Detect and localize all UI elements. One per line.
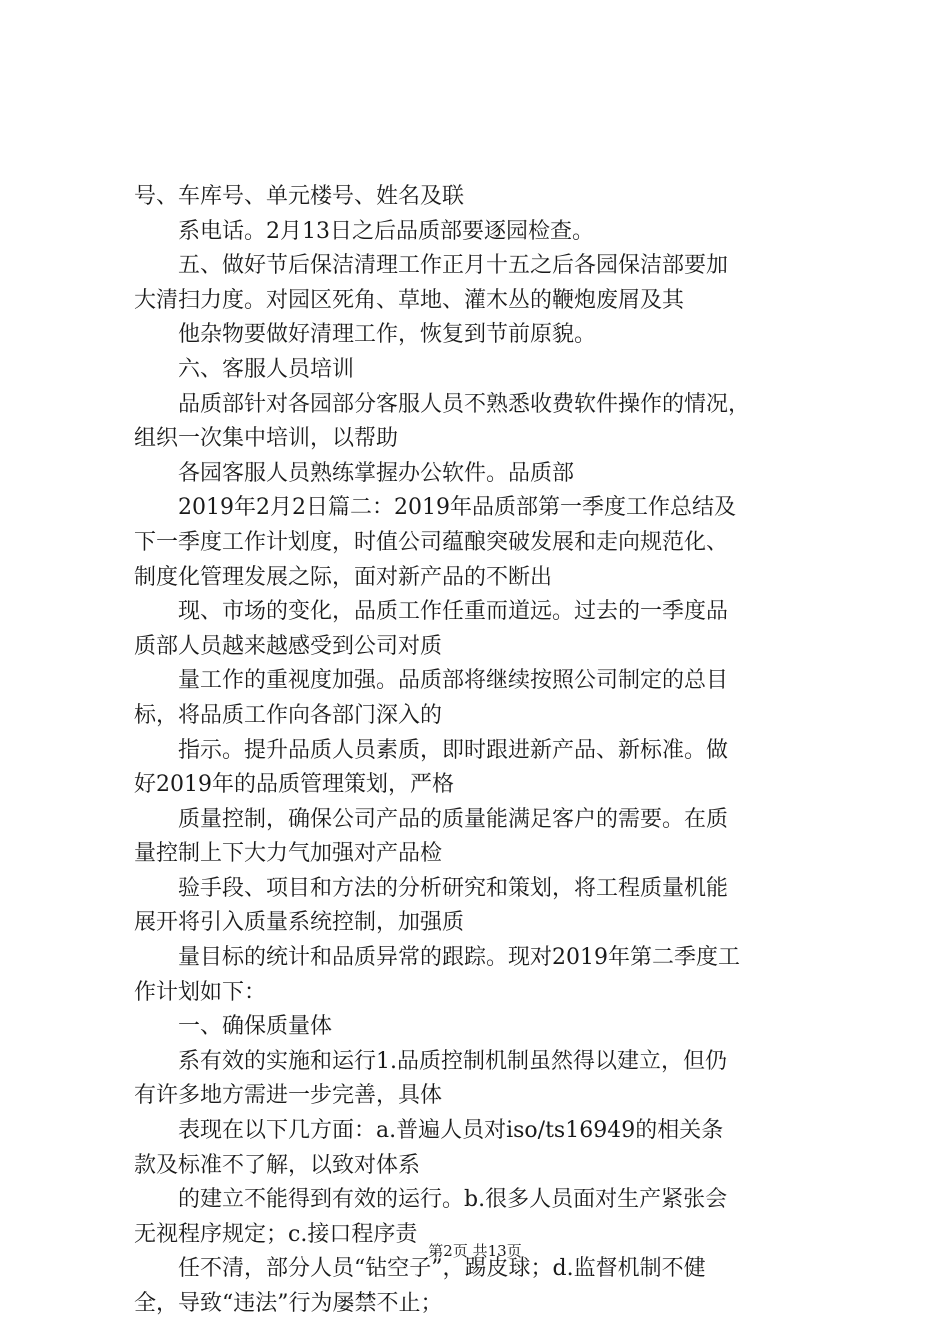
text-line: 大清扫力度。对园区死角、草地、灌木丛的鞭炮废屑及其 [134,287,685,313]
text-line: 各园客服人员熟练掌握办公软件。品质部 [178,460,575,486]
text-line: 无视程序规定；c.接口程序责 [134,1221,418,1247]
text-line: 质量控制，确保公司产品的质量能满足客户的需要。在质 [178,806,729,832]
text-line: 有许多地方需进一步完善，具体 [134,1083,443,1109]
text-line: 五、做好节后保洁清理工作正月十五之后各园保洁部要加 [178,253,729,279]
text-line: 现、市场的变化，品质工作任重而道远。过去的一季度品 [178,599,729,625]
text-line: 量工作的重视度加强。品质部将继续按照公司制定的总目 [178,668,729,694]
text-line: 好2019年的品质管理策划，严格 [134,772,454,798]
text-line: 品质部针对各园部分客服人员不熟悉收费软件操作的情况， [178,391,751,417]
text-line: 量目标的统计和品质异常的跟踪。现对2019年第二季度工 [178,945,740,971]
page-footer: 第2页 共13页 [428,1242,522,1260]
text-line: 下一季度工作计划度，时值公司蕴酿突破发展和走向规范化、 [134,529,729,555]
body-text [134,180,834,1322]
text-line: 2019年2月2日篇二：2019年品质部第一季度工作总结及 [178,495,736,521]
text-line: 系电话。2月13日之后品质部要逐园检查。 [178,218,594,244]
text-line: 标，将品质工作向各部门深入的 [134,702,443,728]
text-line: 系有效的实施和运行1.品质控制机制虽然得以建立，但仍 [178,1048,727,1074]
text-line: 号、车库号、单元楼号、姓名及联 [134,184,465,209]
text-line: 量控制上下大力气加强对产品检 [134,841,443,867]
text-line: 任不清，部分人员“钻空子”，踢皮球；d.监督机制不健 [178,1256,706,1282]
text-line: 质部人员越来越感受到公司对质 [134,633,443,659]
text-line: 制度化管理发展之际，面对新产品的不断出 [134,564,553,590]
text-line: 表现在以下几方面：a.普遍人员对iso/ts16949的相关条 [178,1118,724,1144]
text-line: 展开将引入质量系统控制，加强质 [134,910,465,936]
text-line: 款及标准不了解，以致对体系 [134,1152,421,1178]
text-line: 作计划如下： [134,979,267,1005]
text-line: 组织一次集中培训，以帮助 [134,426,399,452]
text-line: 全，导致“违法”行为屡禁不止； [134,1291,443,1316]
text-line: 六、客服人员培训 [178,356,355,382]
text-line: 一、确保质量体 [178,1014,333,1040]
text-line: 指示。提升品质人员素质，即时跟进新产品、新标准。做 [178,737,729,763]
text-line: 的建立不能得到有效的运行。b.很多人员面对生产紧张会 [178,1187,728,1213]
text-line: 验手段、项目和方法的分析研究和策划，将工程质量机能 [178,875,729,901]
text-line: 他杂物要做好清理工作，恢复到节前原貌。 [178,322,597,348]
